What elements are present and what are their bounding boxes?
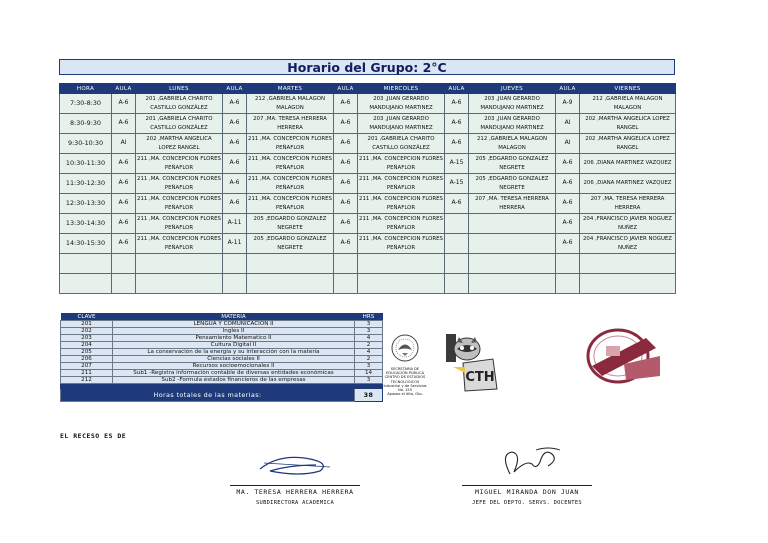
time-cell: 11:30-12:30	[60, 174, 112, 194]
classroom-cell: A-6	[445, 194, 469, 214]
schedule-row	[60, 194, 676, 214]
subject-clave: 206	[61, 356, 113, 363]
classroom-cell: A-6	[445, 94, 469, 114]
empty-cell	[445, 254, 469, 274]
class-cell: 206 ,DIANA MARTINEZ VAZQUEZ	[580, 154, 676, 174]
classroom-cell: A-6	[112, 174, 136, 194]
class-cell: 211 ,MA. CONCEPCION FLORES PEÑAFLOR	[136, 194, 223, 214]
institution-emblem	[586, 326, 662, 388]
seal-text-line: Industrial y de Servicios	[383, 383, 427, 388]
subjects-header-clave: CLAVE	[61, 313, 113, 321]
subject-hrs: 3	[355, 328, 383, 335]
logo-letters: CTH	[465, 370, 495, 385]
time-cell: 10:30-11:30	[60, 154, 112, 174]
time-cell: 14:30-15:30	[60, 234, 112, 254]
class-cell: 202 ,MARTHA ANGELICA LOPEZ RANGEL	[136, 134, 223, 154]
empty-cell	[556, 254, 580, 274]
classroom-cell: A-11	[223, 214, 247, 234]
time-cell: 8:30-9:30	[60, 114, 112, 134]
signature-block-1	[220, 445, 370, 506]
signature-name-2: MIGUEL MIRANDA DON JUAN	[475, 488, 579, 496]
subject-hrs: 14	[355, 370, 383, 377]
class-cell: 207 ,MA. TERESA HERRERA HERRERA	[469, 194, 556, 214]
empty-cell	[334, 274, 358, 294]
schedule-header-hora: HORA	[60, 84, 112, 94]
classroom-cell: AI	[556, 114, 580, 134]
classroom-cell: A-6	[112, 194, 136, 214]
class-cell: 211 ,MA. CONCEPCION FLORES PEÑAFLOR	[358, 234, 445, 254]
empty-cell	[60, 274, 112, 294]
seal-text-line: CENTRO DE ESTUDIOS	[384, 375, 426, 380]
class-cell: 211 ,MA. CONCEPCION FLORES PEÑAFLOR	[136, 154, 223, 174]
empty-cell	[556, 274, 580, 294]
schedule-row	[60, 154, 676, 174]
classroom-cell: A-6	[112, 94, 136, 114]
empty-cell	[445, 274, 469, 294]
subject-hrs: 4	[355, 335, 383, 342]
subject-materia: La conservación de la energía y su interacción con la materia	[113, 349, 355, 356]
classroom-cell: A-6	[556, 174, 580, 194]
class-cell: 205 ,EDGARDO GONZALEZ NEGRETE	[247, 214, 334, 234]
empty-cell	[358, 274, 445, 294]
empty-cell	[223, 254, 247, 274]
class-cell: 211 ,MA. CONCEPCION FLORES PEÑAFLOR	[247, 174, 334, 194]
subject-hrs: 2	[355, 356, 383, 363]
schedule-row	[60, 94, 676, 114]
schedule-header-viernes: VIERNES	[580, 84, 676, 94]
schedule-header-jueves: JUEVES	[469, 84, 556, 94]
classroom-cell: A-6	[556, 234, 580, 254]
subject-row	[61, 356, 383, 363]
subject-materia: Sub1 -Registra información contable de diversas entidades económicas	[113, 370, 355, 377]
subject-row	[61, 321, 383, 328]
time-cell: 7:30-8:30	[60, 94, 112, 114]
classroom-cell: A-15	[445, 154, 469, 174]
subject-hrs: 3	[355, 377, 383, 384]
subject-row	[61, 328, 383, 335]
classroom-cell: A-6	[334, 114, 358, 134]
seal-text-line: EDUCACION PUBLICA	[385, 371, 425, 376]
subject-row	[61, 342, 383, 349]
classroom-cell: A-6	[223, 194, 247, 214]
classroom-cell: A-6	[334, 154, 358, 174]
time-cell: 13:30-14:30	[60, 214, 112, 234]
class-cell	[469, 214, 556, 234]
subject-row	[61, 377, 383, 384]
empty-cell	[580, 274, 676, 294]
subject-materia: LENGUA Y COMUNICACION II	[113, 321, 355, 328]
seal-text-line: SECRETARIA DE	[390, 367, 420, 371]
subjects-header-materia: MATERIA	[113, 313, 355, 321]
seal-text-line: No. 155	[398, 388, 412, 393]
classroom-cell	[445, 234, 469, 254]
class-cell: 204 ,FRANCISCO JAVIER NOGUEZ NUÑEZ	[580, 214, 676, 234]
time-cell: 12:30-13:30	[60, 194, 112, 214]
classroom-cell: A-6	[445, 134, 469, 154]
subject-row	[61, 335, 383, 342]
class-cell: 203 ,JUAN GERARDO MANDUJANO MARTINEZ	[469, 114, 556, 134]
schedule-row	[60, 214, 676, 234]
subject-clave: 204	[61, 342, 113, 349]
subject-row	[61, 349, 383, 356]
classroom-cell: A-6	[112, 114, 136, 134]
class-cell: 201 ,GABRIELA CHARITO CASTILLO GONZÁLEZ	[136, 94, 223, 114]
class-cell: 211 ,MA. CONCEPCION FLORES PEÑAFLOR	[136, 214, 223, 234]
class-cell: 202 ,MARTHA ANGELICA LOPEZ RANGEL	[580, 114, 676, 134]
classroom-cell: A-6	[445, 114, 469, 134]
class-cell: 206 ,DIANA MARTINEZ VAZQUEZ	[580, 174, 676, 194]
empty-cell	[247, 254, 334, 274]
class-cell: 211 ,MA. CONCEPCION FLORES PEÑAFLOR	[247, 194, 334, 214]
subject-clave: 207	[61, 363, 113, 370]
class-cell: 203 ,JUAN GERARDO MANDUJANO MARTINEZ	[358, 114, 445, 134]
schedule-empty-row	[60, 274, 676, 294]
class-cell: 201 ,GABRIELA CHARITO CASTILLO GONZÁLEZ	[136, 114, 223, 134]
total-hours-label: Horas totales de las materias:	[61, 389, 355, 402]
subject-materia: Ingles II	[113, 328, 355, 335]
class-cell: 211 ,MA. CONCEPCION FLORES PEÑAFLOR	[247, 134, 334, 154]
empty-cell	[60, 254, 112, 274]
schedule-header-lunes: LUNES	[136, 84, 223, 94]
classroom-cell: AI	[112, 134, 136, 154]
class-cell: 211 ,MA. CONCEPCION FLORES PEÑAFLOR	[247, 154, 334, 174]
subject-materia: Sub2 -Formula estados financieros de las empresas	[113, 377, 355, 384]
schedule-header-aula: AULA	[556, 84, 580, 94]
classroom-cell: A-6	[223, 114, 247, 134]
classroom-cell: A-6	[334, 94, 358, 114]
signature-role-2: JEFE DEL DEPTO. SERVS. DOCENTES	[472, 500, 582, 506]
subject-materia: Pensamiento Matematico II	[113, 335, 355, 342]
classroom-cell: A-6	[556, 154, 580, 174]
classroom-cell: A-6	[223, 134, 247, 154]
classroom-cell: A-6	[334, 174, 358, 194]
classroom-cell: A-6	[334, 194, 358, 214]
subject-row	[61, 363, 383, 370]
subject-materia: Ciencias sociales II	[113, 356, 355, 363]
empty-cell	[247, 274, 334, 294]
subject-materia: Recursos socioemocionales II	[113, 363, 355, 370]
schedule-row	[60, 134, 676, 154]
classroom-cell: A-6	[334, 134, 358, 154]
signature-block-2	[452, 442, 602, 506]
schedule-header-aula: AULA	[223, 84, 247, 94]
class-cell: 212 ,GABRIELA MALAGON MALAGON	[469, 134, 556, 154]
subjects-header-hrs: HRS	[355, 313, 383, 321]
class-cell: 207 ,MA. TERESA HERRERA HERRERA	[580, 194, 676, 214]
time-cell: 9:30-10:30	[60, 134, 112, 154]
signature-role-1: SUBDIRECTORA ACADEMICA	[256, 500, 334, 506]
class-cell: 211 ,MA. CONCEPCION FLORES PEÑAFLOR	[358, 194, 445, 214]
eagle-seal-icon	[378, 333, 432, 363]
subject-hrs: 3	[355, 321, 383, 328]
class-cell: 207 ,MA. TERESA HERRERA HERRERA	[247, 114, 334, 134]
classroom-cell: A-6	[112, 214, 136, 234]
class-cell: 211 ,MA. CONCEPCION FLORES PEÑAFLOR	[136, 234, 223, 254]
schedule-header-aula: AULA	[445, 84, 469, 94]
schedule-table	[59, 83, 676, 294]
empty-cell	[112, 254, 136, 274]
subject-clave: 205	[61, 349, 113, 356]
classroom-cell: A-6	[223, 154, 247, 174]
subjects-table	[60, 313, 383, 402]
classroom-cell	[445, 214, 469, 234]
schedule-row	[60, 234, 676, 254]
classroom-cell: A-6	[112, 154, 136, 174]
class-cell	[469, 234, 556, 254]
empty-cell	[469, 254, 556, 274]
classroom-cell: A-6	[334, 214, 358, 234]
seal-text-line: TECNOLOGICOS	[390, 379, 420, 384]
empty-cell	[136, 254, 223, 274]
schedule-header-martes: MARTES	[247, 84, 334, 94]
class-cell: 212 ,GABRIELA MALAGON MALAGON	[580, 94, 676, 114]
classroom-cell: A-15	[445, 174, 469, 194]
subject-row	[61, 370, 383, 377]
class-cell: 211 ,MA. CONCEPCION FLORES PEÑAFLOR	[136, 174, 223, 194]
classroom-cell: AI	[556, 134, 580, 154]
signature-scribble-1	[250, 445, 340, 481]
classroom-cell: A-6	[556, 194, 580, 214]
recess-note: EL RECESO ES DE	[60, 432, 127, 440]
class-cell: 205 ,EDGARDO GONZALEZ NEGRETE	[469, 154, 556, 174]
empty-cell	[580, 254, 676, 274]
classroom-cell: A-6	[223, 174, 247, 194]
schedule-header-aula: AULA	[112, 84, 136, 94]
empty-cell	[112, 274, 136, 294]
subject-clave: 203	[61, 335, 113, 342]
subject-hrs: 2	[355, 342, 383, 349]
signature-name-1: MA. TERESA HERRERA HERRERA	[236, 488, 354, 496]
signature-scribble-2	[482, 442, 572, 481]
subject-materia: Cultura Digital II	[113, 342, 355, 349]
empty-cell	[469, 274, 556, 294]
total-hours-value: 38	[355, 389, 383, 402]
subjects-total-row	[61, 389, 383, 402]
class-cell: 205 ,EDGARDO GONZALEZ NEGRETE	[247, 234, 334, 254]
class-cell: 205 ,EDGARDO GONZALEZ NEGRETE	[469, 174, 556, 194]
schedule-empty-row	[60, 254, 676, 274]
classroom-cell: A-6	[112, 234, 136, 254]
empty-cell	[223, 274, 247, 294]
classroom-cell: A-9	[556, 94, 580, 114]
subject-clave: 211	[61, 370, 113, 377]
schedule-header-miercoles: MIERCOLES	[358, 84, 445, 94]
class-cell: 204 ,FRANCISCO JAVIER NOGUEZ NUÑEZ	[580, 234, 676, 254]
empty-cell	[136, 274, 223, 294]
class-cell: 201 ,GABRIELA CHARITO CASTILLO GONZÁLEZ	[358, 134, 445, 154]
class-cell: 211 ,MA. CONCEPCION FLORES PEÑAFLOR	[358, 214, 445, 234]
seal-text-line: Apaseo el Alto, Gto.	[387, 392, 423, 397]
schedule-row	[60, 174, 676, 194]
class-cell: 203 ,JUAN GERARDO MANDUJANO MARTINEZ	[469, 94, 556, 114]
schedule-row	[60, 114, 676, 134]
classroom-cell: A-6	[334, 234, 358, 254]
subject-clave: 201	[61, 321, 113, 328]
class-cell: 211 ,MA. CONCEPCION FLORES PEÑAFLOR	[358, 174, 445, 194]
empty-cell	[358, 254, 445, 274]
page-title: Horario del Grupo: 2°C	[59, 59, 675, 75]
classroom-cell: A-6	[556, 214, 580, 234]
subject-clave: 212	[61, 377, 113, 384]
class-cell: 211 ,MA. CONCEPCION FLORES PEÑAFLOR	[358, 154, 445, 174]
classroom-cell: A-6	[223, 94, 247, 114]
class-cell: 203 ,JUAN GERARDO MANDUJANO MARTINEZ	[358, 94, 445, 114]
class-cell: 212 ,GABRIELA MALAGON MALAGON	[247, 94, 334, 114]
subject-clave: 202	[61, 328, 113, 335]
subject-hrs: 3	[355, 363, 383, 370]
sep-seal-logo	[378, 333, 432, 397]
school-logo	[445, 333, 505, 395]
empty-cell	[334, 254, 358, 274]
classroom-cell: A-11	[223, 234, 247, 254]
schedule-header-aula: AULA	[334, 84, 358, 94]
class-cell: 202 ,MARTHA ANGELICA LOPEZ RANGEL	[580, 134, 676, 154]
subject-hrs: 4	[355, 349, 383, 356]
